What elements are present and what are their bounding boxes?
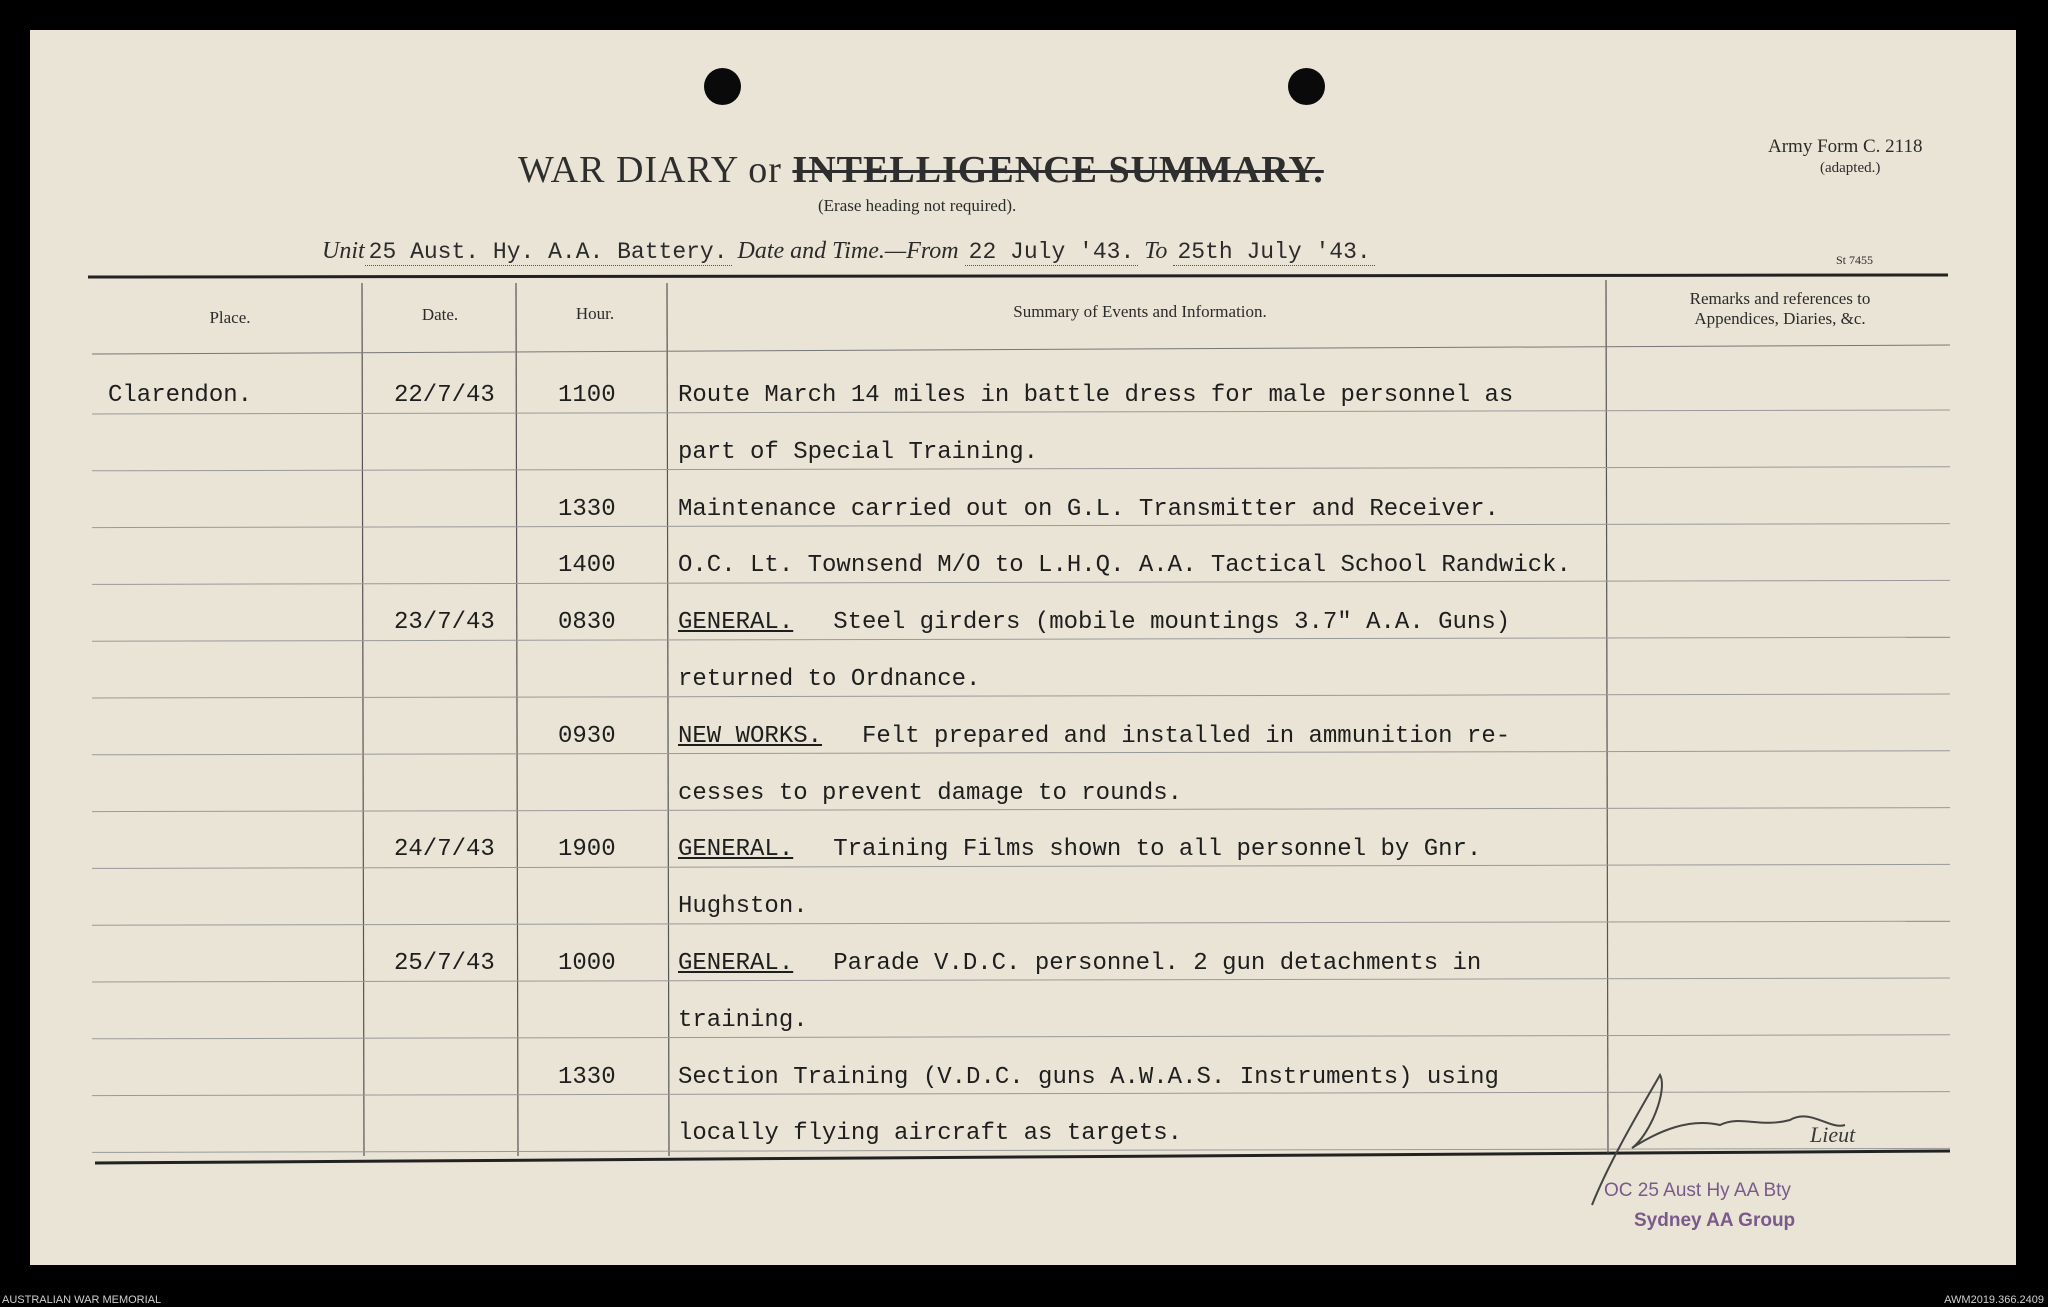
- row-text: cesses to prevent damage to rounds.: [678, 779, 1183, 807]
- row-text: Hughston.: [678, 893, 808, 921]
- row-hour: 1400: [558, 552, 616, 580]
- row-text: Route March 14 miles in battle dress for male personnel as: [678, 382, 1514, 409]
- footer-left: AUSTRALIAN WAR MEMORIAL: [2, 1294, 162, 1306]
- unit-value: 25 Aust. Hy. A.A. Battery.: [365, 239, 732, 266]
- row-text: Parade V.D.C. personnel. 2 gun detachments in: [833, 950, 1482, 977]
- date-label: Date and Time.—From: [737, 238, 959, 264]
- row-hour: 0830: [558, 609, 616, 637]
- row-text: Training Films shown to all personnel by Gnr.: [833, 836, 1482, 864]
- row-text: Felt prepared and installed in ammunition re-: [862, 722, 1511, 750]
- signature-lieut: Lieut: [1810, 1122, 1856, 1147]
- from-value: 22 July '43.: [965, 239, 1139, 266]
- title-main: WAR DIARY or: [518, 149, 782, 191]
- row-hour: 1100: [558, 382, 616, 409]
- col-header-hour: Hour.: [575, 304, 615, 323]
- row-heading: GENERAL.: [678, 609, 794, 637]
- row-date: 25/7/43: [394, 950, 495, 977]
- row-text: part of Special Training.: [678, 438, 1039, 466]
- stamp-line1: OC 25 Aust Hy AA Bty: [1604, 1180, 1791, 1201]
- row-hour: 1330: [558, 1063, 616, 1091]
- row-place: Clarendon.: [108, 382, 253, 409]
- to-value: 25th July '43.: [1173, 239, 1374, 266]
- erase-note: (Erase heading not required).: [818, 196, 1017, 215]
- row-text: returned to Ordnance.: [678, 666, 981, 693]
- row-date: 22/7/43: [394, 382, 495, 409]
- row-heading: GENERAL.: [678, 836, 794, 864]
- row-text: Steel girders (mobile mountings 3.7" A.A. Guns): [833, 609, 1511, 637]
- row-heading: NEW WORKS.: [678, 722, 823, 750]
- row-text: Maintenance carried out on G.L. Transmitter and Receiver.: [678, 495, 1499, 523]
- row-date: 23/7/43: [394, 609, 495, 637]
- title-struck: INTELLIGENCE SUMMARY.: [792, 149, 1324, 191]
- stamp-line2: Sydney AA Group: [1634, 1210, 1796, 1231]
- footer-right: AWM2019.366.2409: [1944, 1294, 2044, 1306]
- row-text: locally flying aircraft as targets.: [678, 1120, 1183, 1148]
- remarks-line2: Appendices, Diaries, &c.: [1694, 309, 1866, 328]
- row-text: training.: [678, 1006, 808, 1034]
- row-heading: GENERAL.: [678, 950, 794, 977]
- row-hour: 1000: [558, 950, 616, 977]
- adapted-label: (adapted.): [1820, 160, 1881, 176]
- row-hour: 1330: [558, 495, 616, 523]
- row-date: 24/7/43: [394, 836, 495, 864]
- row-hour: 1900: [558, 836, 616, 864]
- col-header-place: Place.: [209, 308, 251, 327]
- row-hour: 0930: [558, 722, 616, 750]
- row-text: Section Training (V.D.C. guns A.W.A.S. Instruments) using: [678, 1063, 1499, 1091]
- army-form-label: Army Form C. 2118: [1768, 136, 1923, 157]
- col-header-summary: Summary of Events and Information.: [1013, 302, 1267, 321]
- to-label: To: [1144, 238, 1168, 264]
- col-header-date: Date.: [421, 305, 459, 324]
- row-text: O.C. Lt. Townsend M/O to L.H.Q. A.A. Tactical School Randwick.: [678, 552, 1571, 580]
- stock-code: St 7455: [1836, 253, 1874, 267]
- remarks-line1: Remarks and references to: [1689, 289, 1871, 308]
- unit-label: Unit: [322, 238, 365, 264]
